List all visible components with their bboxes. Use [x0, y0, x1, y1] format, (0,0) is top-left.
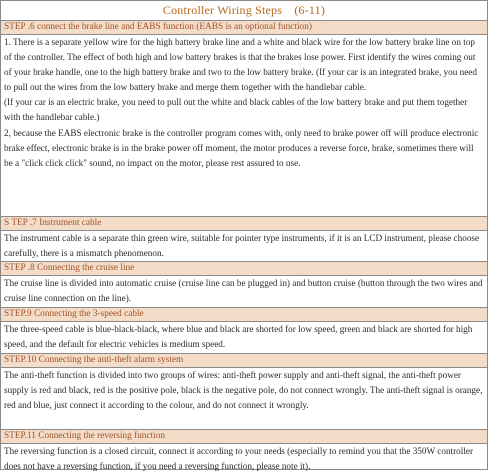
step-9-heading: STEP.9 Connecting the 3-speed cable: [1, 308, 487, 322]
step-6-paragraph-1: 1. There is a separate yellow wire for the high battery brake line and a white and black wire for the low battery brake line on top of the controller. The effect of both high and low battery brakes is that the brakes lose power. First identify the wires coming out of your brake handle, one to the high battery brake and two to the low battery brake. (If your car is an integrated brake, you need to pull out the wires from the low battery brake and merge them together with the handlebar cable.: [4, 37, 477, 93]
step-10-body: [1, 368, 487, 430]
step-10-heading: STEP.10 Connecting the anti-theft alarm system: [1, 354, 487, 368]
document-title: Controller Wiring Steps (6-11): [1, 1, 487, 21]
step-8-heading: STEP .8 Connecting the cruise line: [1, 262, 487, 276]
step-6-paragraph-3: 2, because the EABS electronic brake is the controller program comes with, only need to brake power off will produce electronic brake effect, electronic brake is in the brake power off moment, the motor produces a reverse force, brake, sometimes there will be a "click click click" sound, no impact on the motor, please rest assured to use.: [4, 127, 479, 168]
step-6-paragraph-2: (If your car is an electric brake, you need to pull out the white and black cables of the low battery brake and put them together with the handlebar cable.): [4, 97, 468, 123]
step-7-heading: S TEP .7 Instrument cable: [1, 217, 487, 231]
step-11-heading: STEP.11 Connecting the reversing function: [1, 430, 487, 444]
step-11-body: [1, 444, 487, 475]
step-8-paragraph: The cruise line is divided into automatic cruise (cruise line can be plugged in) and button cruise (button through the two wires and cruise line connection on the line).: [4, 278, 483, 304]
step-9-paragraph: The three-speed cable is blue-black-black, where blue and black are shorted for low speed, green and black are shorted for high speed, and the default for electric vehicles is medium speed.: [4, 324, 473, 350]
step-9-body: [1, 322, 487, 354]
step-7-paragraph: The instrument cable is a separate thin green wire, suitable for pointer type instruments, if it is an LCD instrument, please choose carefully, there is a mismatch phenomenon.: [4, 233, 480, 259]
step-7-body: [1, 231, 487, 262]
step-10-paragraph: The anti-theft function is divided into two groups of wires: anti-theft power supply and anti-theft signal, the anti-theft power supply is red and black, red is the positive pole, black is the negative pole, do not connect wrongly. The anti-theft signal is orange, red and blue, just connect it according to the colour, and do not connect it wrongly.: [4, 370, 483, 411]
step-8-body: [1, 276, 487, 308]
step-6-body: [1, 35, 487, 217]
step-11-paragraph: The reversing function is a closed circuit, connect it according to your needs (especially to remind you that the 350W controller does not have a reversing function, if you need a reversing function, please note it).: [4, 446, 474, 472]
step-6-heading: STEP .6 connect the brake line and EABS function (EABS is an optional function): [1, 21, 487, 35]
